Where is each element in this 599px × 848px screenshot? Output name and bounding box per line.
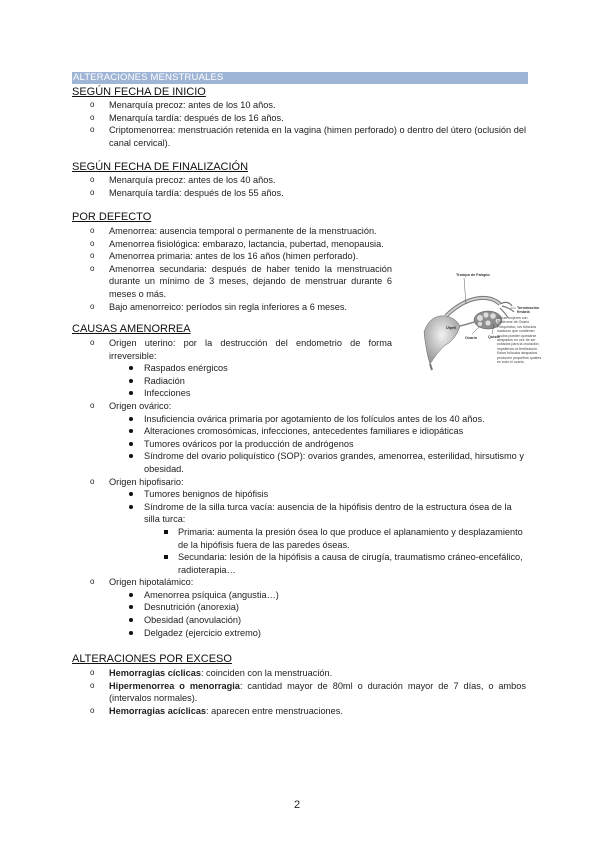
section-title: ALTERACIONES MENSTRUALES: [72, 72, 528, 84]
list-item: o Menarquía tardía: después de los 16 años.: [90, 112, 526, 125]
list-item: o Bajo amenorreico: períodos sin regla inferiores a 6 meses.: [90, 301, 392, 314]
list-item: o Menarquía tardía: después de los 55 años.: [90, 187, 526, 200]
list-item: [127, 501, 526, 577]
list-ovarico: [109, 413, 526, 476]
list-uterino: [109, 362, 526, 400]
silla-turca-text: Síndrome de la silla turca vacía: ausencia de la hipófisis dentro de la estructura ósea de la silla turca:: [144, 501, 512, 525]
page-number: 2: [294, 799, 301, 811]
list-item: Tumores benignos de hipófisis: [127, 488, 526, 501]
list-item: o Amenorrea fisiológica: embarazo, lactancia, pubertad, menopausia.: [90, 238, 392, 251]
label-quiste: Quiste: [488, 335, 500, 339]
list-item: Tumores ováricos por la producción de andrógenos: [127, 438, 526, 451]
origen-hipofisario-label: o Origen hipofisario:: [109, 476, 184, 487]
list-item: Secundaria: lesión de la hipófisis a causa de cirugía, traumatismo cráneo-encefálico, radioterapia…: [162, 551, 526, 576]
term: Hemorragias cíclicas: [109, 668, 201, 678]
list-item: Amenorrea psíquica (angustia…): [127, 589, 526, 602]
list-item: Raspados enérgicos: [127, 362, 526, 375]
list-item: o Amenorrea secundaria: después de haber tenido la menstruación durante un mínimo de 3 meses, dejando de menstruar durante 6 meses o más.: [90, 263, 392, 301]
list-item: Infecciones: [127, 387, 526, 400]
list-inicio: [90, 99, 526, 149]
list-item-hipotalamico: [90, 576, 526, 639]
list-item: Insuficiencia ovárica primaria por agotamiento de los folículos antes de los 40 años.: [127, 413, 526, 426]
label-ovario: Ovario: [465, 336, 478, 340]
list-item: [90, 667, 526, 680]
term: Hipermenorrea o menorragia: [109, 680, 240, 691]
list-item: Obesidad (anovulación): [127, 614, 526, 627]
list-defecto: [90, 225, 392, 313]
list-finalizacion: [90, 174, 526, 199]
definition: : cantidad mayor de 80ml o duración mayor de 7 días, o ambos (intervalos normales).: [109, 680, 526, 704]
heading-causas: CAUSAS AMENORREA: [72, 323, 191, 335]
definition: : coinciden con la menstruación.: [200, 668, 333, 678]
list-item: o Criptomenorrea: menstruación retenida en la vagina (himen perforado) o dentro del útero (oclusión del canal cervical).: [90, 124, 526, 149]
figure-caption: En las mujeres con Síndrome de Ovario Poliquístico, los folículos maduros que contienen óvulos pueden quedarse atrapados en vez de ser soltados para la ovulación, impidiendo la fertilización. Estos folículos atrapados producen pequeños quistes en todo el ovario.: [497, 316, 542, 365]
label-trompa: Trompa de Falopio: [456, 273, 490, 277]
list-hipotalamico: [109, 589, 526, 639]
heading-finalizacion: SEGÚN FECHA DE FINALIZACIÓN: [72, 161, 249, 173]
list-item-hipofisario: [90, 476, 526, 577]
list-item-ovarico: [90, 400, 526, 476]
list-item-uterino: [90, 337, 526, 400]
list-item: Alteraciones cromosómicas, infecciones, antecedentes familiares e idiopáticas: [127, 425, 526, 438]
definition: : aparecen entre menstruaciones.: [206, 705, 343, 716]
list-item: o Amenorrea primaria: antes de los 16 años (himen perforado).: [90, 250, 392, 263]
origen-uterino-label: o Origen uterino: por la destrucción del endometrio de forma irreversible:: [109, 338, 392, 361]
origen-ovarico-label: o Origen ovárico:: [109, 400, 172, 411]
list-item: Desnutrición (anorexia): [127, 601, 526, 614]
list-item: [90, 680, 526, 705]
list-silla-turca: [144, 526, 526, 576]
label-utero: Útero: [446, 326, 456, 330]
label-fimbria: Terminación fimbria: [517, 306, 540, 314]
heading-defecto: POR DEFECTO: [72, 211, 152, 223]
list-item: Delgadez (ejercicio extremo): [127, 627, 526, 640]
list-item: [90, 705, 526, 718]
heading-inicio: SEGÚN FECHA DE INICIO: [72, 86, 206, 98]
heading-exceso: ALTERACIONES POR EXCESO: [72, 653, 232, 665]
list-item: Primaria: aumenta la presión ósea lo que produce el aplanamiento y desplazamiento de la hipófisis fuera de las paredes óseas.: [162, 526, 526, 551]
list-causas: [90, 337, 526, 639]
list-hipofisario: [109, 488, 526, 576]
list-item: o Menarquía precoz: antes de los 40 años.: [90, 174, 526, 187]
list-exceso: [90, 667, 526, 717]
list-item: Radiación: [127, 375, 526, 388]
list-item: Síndrome del ovario poliquístico (SOP): ovarios grandes, amenorrea, esterilidad, hirsutismo y obesidad.: [127, 450, 526, 475]
list-item: o Amenorrea: ausencia temporal o permanente de la menstruación.: [90, 225, 392, 238]
origen-hipotalamico-label: o Origen hipotalámico:: [109, 577, 194, 588]
list-item: o Menarquía precoz: antes de los 10 años.: [90, 99, 526, 112]
term: Hemorragias acíclicas: [109, 705, 207, 716]
